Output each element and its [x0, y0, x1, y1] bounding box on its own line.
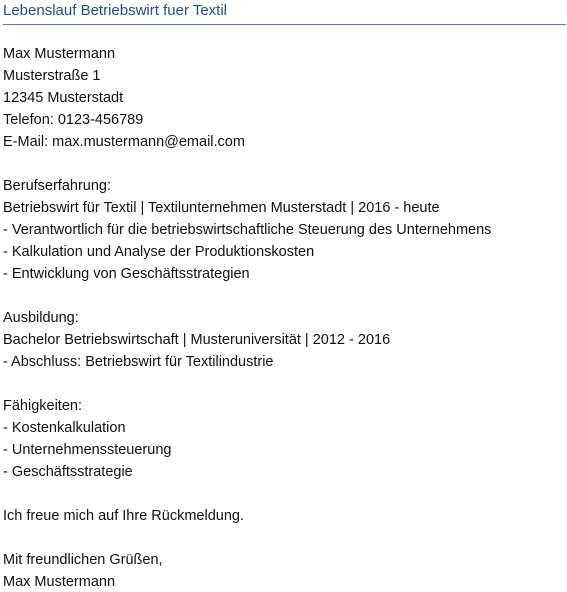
experience-item: - Entwicklung von Geschäftsstrategien [3, 266, 250, 282]
skills-item: - Unternehmenssteuerung [3, 442, 172, 458]
education-item: - Abschluss: Betriebswirt für Textilindustrie [3, 354, 274, 370]
experience-position: Betriebswirt für Textil | Textilunternehmen Musterstadt | 2016 - heute [3, 200, 440, 216]
contact-phone: Telefon: 0123-456789 [3, 112, 144, 128]
greeting: Mit freundlichen Grüßen, [3, 552, 163, 568]
experience-item: - Verantwortlich für die betriebswirtschaftliche Steuerung des Unternehmens [3, 222, 492, 238]
contact-email: E-Mail: max.mustermann@email.com [3, 134, 245, 150]
education-degree: Bachelor Betriebswirtschaft | Musteruniversität | 2012 - 2016 [3, 332, 391, 348]
experience-heading: Berufserfahrung: [3, 178, 112, 194]
contact-name: Max Mustermann [3, 46, 116, 62]
skills-heading: Fähigkeiten: [3, 398, 82, 414]
closing-sentence: Ich freue mich auf Ihre Rückmeldung. [3, 508, 244, 524]
experience-item: - Kalkulation und Analyse der Produktionskosten [3, 244, 315, 260]
signature-name: Max Mustermann [3, 574, 116, 590]
title-underline [3, 24, 566, 25]
contact-city: 12345 Musterstadt [3, 90, 124, 106]
skills-item: - Geschäftsstrategie [3, 464, 133, 480]
skills-item: - Kostenkalkulation [3, 420, 126, 436]
education-heading: Ausbildung: [3, 310, 79, 326]
document-title: Lebenslauf Betriebswirt fuer Textil [3, 2, 228, 19]
contact-street: Musterstraße 1 [3, 68, 101, 84]
